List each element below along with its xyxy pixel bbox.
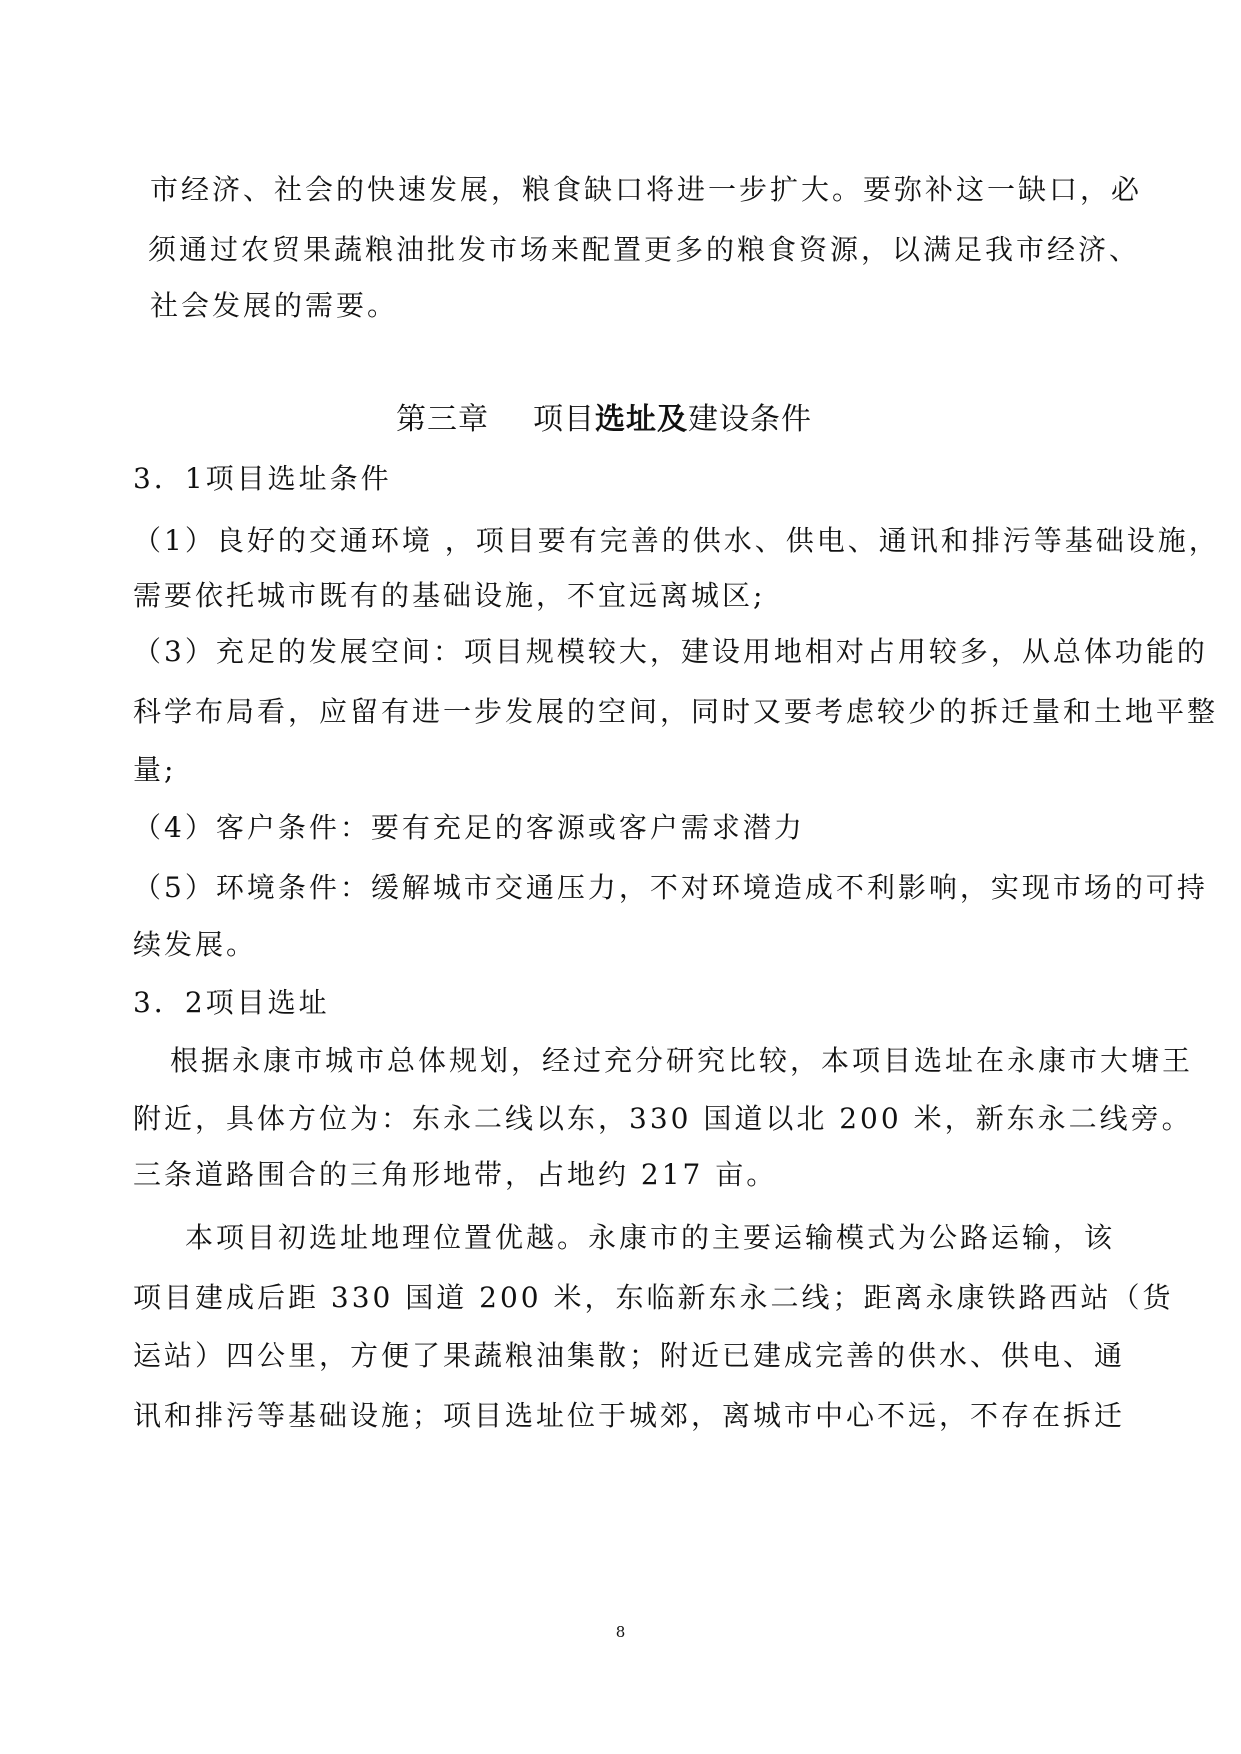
chapter-number: 第三章 — [396, 402, 489, 437]
chapter-title-bold: 选址及 — [595, 402, 688, 437]
list-line: 量; — [133, 753, 177, 786]
chapter-title-part: 项目 — [533, 402, 595, 437]
list-line: （1）良好的交通环境 ，项目要有完善的供水、供电、通讯和排污等基础设施， — [133, 524, 1220, 557]
body-text-line: 三条道路围合的三角形地带，占地约 217 亩。 — [133, 1158, 778, 1191]
list-line: 需要依托城市既有的基础设施，不宜远离城区; — [133, 579, 766, 612]
body-text-line: 讯和排污等基础设施；项目选址位于城郊，离城市中心不远，不存在拆迁 — [133, 1399, 1126, 1432]
body-text-line: 社会发展的需要。 — [150, 289, 399, 322]
body-text-line: 根据永康市城市总体规划，经过充分研究比较，本项目选址在永康市大塘王 — [170, 1044, 1194, 1077]
chapter-heading — [396, 400, 812, 440]
list-line: 续发展。 — [133, 928, 258, 961]
section-heading: 3．2项目选址 — [133, 986, 330, 1019]
body-text-line: 附近，具体方位为：东永二线以东，330 国道以北 200 米，新东永二线旁。 — [133, 1102, 1193, 1135]
list-line: （4）客户条件：要有充足的客源或客户需求潜力 — [133, 811, 805, 844]
body-text-line: 运站）四公里，方便了果蔬粮油集散；附近已建成完善的供水、供电、通 — [133, 1339, 1126, 1372]
body-text-line: 本项目初选址地理位置优越。永康市的主要运输模式为公路运输，该 — [185, 1221, 1116, 1254]
body-text-line: 市经济、社会的快速发展，粮食缺口将进一步扩大。要弥补这一缺口，必 — [150, 173, 1143, 206]
chapter-title-part: 建设条件 — [688, 402, 812, 437]
list-line: （5）环境条件：缓解城市交通压力，不对环境造成不利影响，实现市场的可持 — [133, 871, 1208, 904]
list-line: （3）充足的发展空间：项目规模较大，建设用地相对占用较多，从总体功能的 — [133, 635, 1208, 668]
body-text-line: 项目建成后距 330 国道 200 米，东临新东永二线；距离永康铁路西站（货 — [133, 1281, 1174, 1314]
body-text-line: 须通过农贸果蔬粮油批发市场来配置更多的粮食资源，以满足我市经济、 — [148, 233, 1141, 266]
section-heading: 3．1项目选址条件 — [133, 462, 392, 495]
list-line: 科学布局看，应留有进一步发展的空间，同时又要考虑较少的拆迁量和土地平整 — [133, 695, 1219, 728]
page-number: 8 — [615, 1623, 626, 1641]
